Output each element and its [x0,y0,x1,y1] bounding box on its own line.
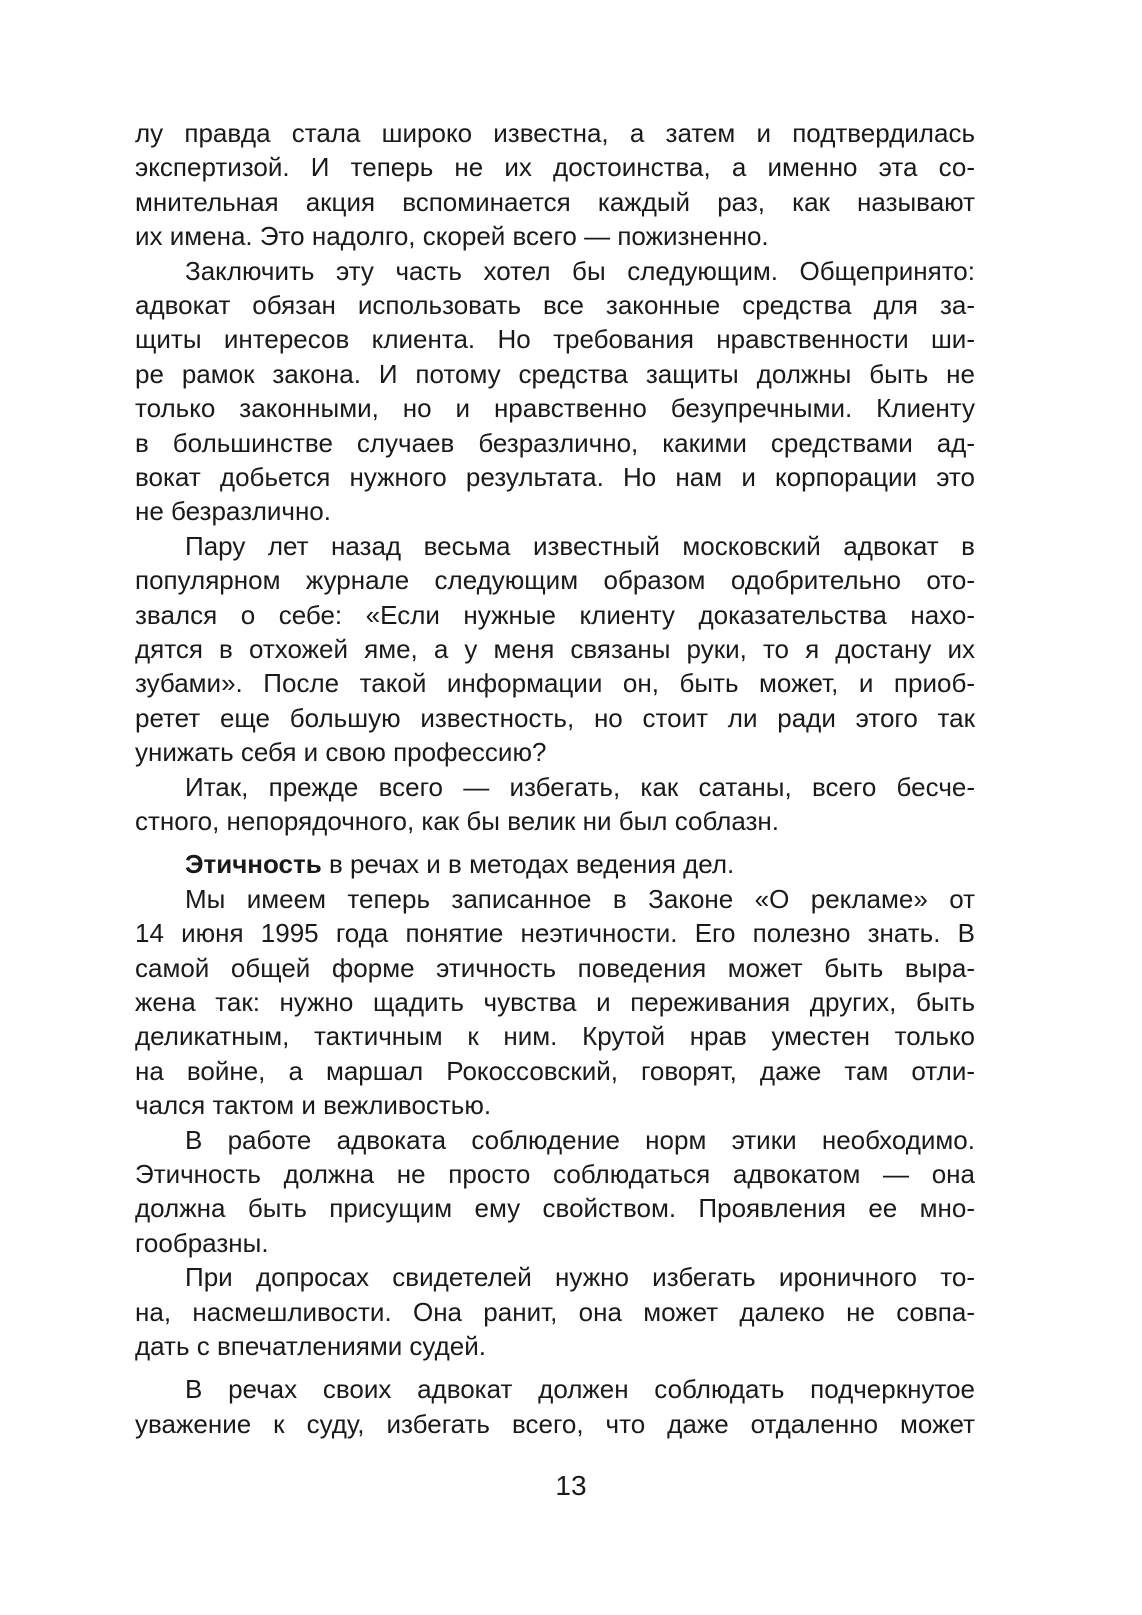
text-line: При допросах свидетелей нужно избегать ироничного то- [185,1262,975,1293]
text-line: чался тактом и вежливостью. [135,1090,492,1121]
text-run: в речах и в методах ведения дел. [321,849,735,880]
text-line: унижать себя и свою профессию? [135,737,547,768]
text-line: не безразлично. [135,496,331,527]
text-line: ретет еще большую известность, но стоит ли ради этого так [135,702,975,733]
text-line: на войне, а маршал Рокоссовский, говорят, даже там отли- [135,1055,975,1086]
text-line: популярном журнале следующим образом одобрительно ото- [135,565,975,596]
text-line: щиты интересов клиента. Но требования нравственности ши- [135,324,975,355]
text-line: дятся в отхожей яме, а у меня связаны руки, то я достану их [135,634,975,664]
text-line: звался о себе: «Если нужные клиенту доказательства нахо- [135,599,975,630]
text-line [135,847,975,881]
text-line: стного, непорядочного, как бы велик ни был соблазн. [135,806,780,836]
text-line: дать с впечатлениями судей. [135,1331,486,1361]
bold-term: Этичность [185,849,322,880]
text-line: на, насмешливости. Она ранит, она может далеко не совпа- [135,1296,975,1327]
text-line: самой общей форме этичность поведения может быть выра- [135,952,975,983]
text-line: В работе адвоката соблюдение норм этики необходимо. [185,1124,975,1155]
text-line: в большинстве случаев безразлично, какими средствами ад- [135,427,975,458]
text-line: Пару лет назад весьма известный московский адвокат в [185,530,975,561]
text-line: их имена. Это надолго, скорей всего — пожизненно. [135,221,769,252]
text-line: Мы имеем теперь записанное в Законе «О рекламе» от [185,883,975,914]
text-line: должна быть присущим ему свойством. Проявления ее мно- [135,1193,975,1224]
text-line: деликатным, тактичным к ним. Крутой нрав уместен только [135,1021,975,1052]
text-line: жена так: нужно щадить чувства и переживания других, быть [135,987,975,1017]
page-number: 13 [555,1470,587,1501]
text-line: Этичность должна не просто соблюдаться адвокатом — она [135,1159,975,1189]
text-line: лу правда стала широко известна, а затем и подтвердилась [135,118,975,148]
text-line: экспертизой. И теперь не их достоинства, а именно эта со- [135,152,975,183]
text-line: Заключить эту часть хотел бы следующим. Общепринято: [185,255,975,286]
text-line: ре рамок закона. И потому средства защиты должны быть не [135,358,975,389]
text-line: Итак, прежде всего — избегать, как сатаны, всего бесче- [185,771,975,802]
text-line: гообразны. [135,1227,269,1258]
text-line: мнительная акция вспоминается каждый раз, как называют [135,186,975,217]
text-line: 14 июня 1995 года понятие неэтичности. Его полезно знать. В [135,918,975,949]
text-line: вокат добьется нужного результата. Но нам и корпорации это [135,462,975,492]
text-line: зубами». После такой информации он, быть может, и приоб- [135,668,975,699]
text-line: В речах своих адвокат должен соблюдать подчеркнутое [185,1374,975,1405]
text-line: адвокат обязан использовать все законные средства для за- [135,290,975,320]
text-line: только законными, но и нравственно безупречными. Клиенту [135,393,975,424]
text-line: уважение к суду, избегать всего, что даже отдаленно может [135,1408,975,1439]
